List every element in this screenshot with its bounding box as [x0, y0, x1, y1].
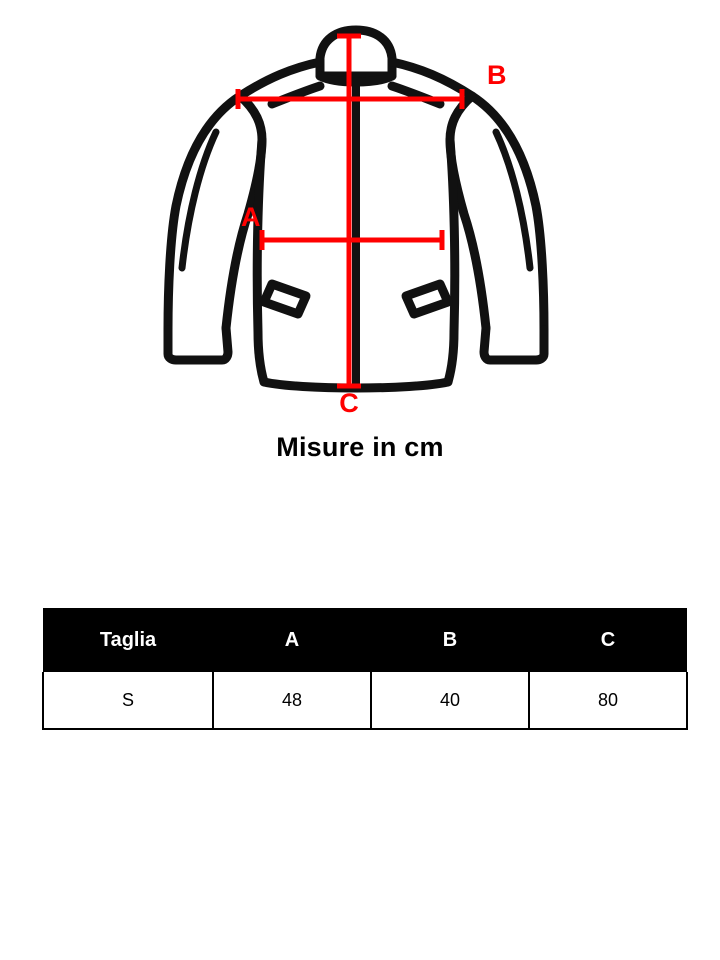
measure-label-b: B — [487, 60, 507, 90]
size-table-container — [42, 608, 678, 730]
header-taglia: Taglia — [43, 608, 213, 672]
size-table — [42, 608, 688, 730]
cell-size: S — [43, 672, 213, 729]
header-a: A — [213, 608, 371, 672]
table-header-row — [43, 608, 687, 672]
header-c: C — [529, 608, 687, 672]
cell-c: 80 — [529, 672, 687, 729]
size-table-body — [43, 672, 687, 729]
table-row — [43, 672, 687, 729]
jacket-diagram — [0, 0, 720, 420]
measure-label-c: C — [339, 388, 359, 418]
cell-a: 48 — [213, 672, 371, 729]
measurement-unit-caption: Misure in cm — [276, 432, 444, 462]
measure-label-a: A — [241, 202, 261, 232]
cell-b: 40 — [371, 672, 529, 729]
size-table-head — [43, 608, 687, 672]
jacket-illustration — [0, 0, 720, 420]
header-b: B — [371, 608, 529, 672]
